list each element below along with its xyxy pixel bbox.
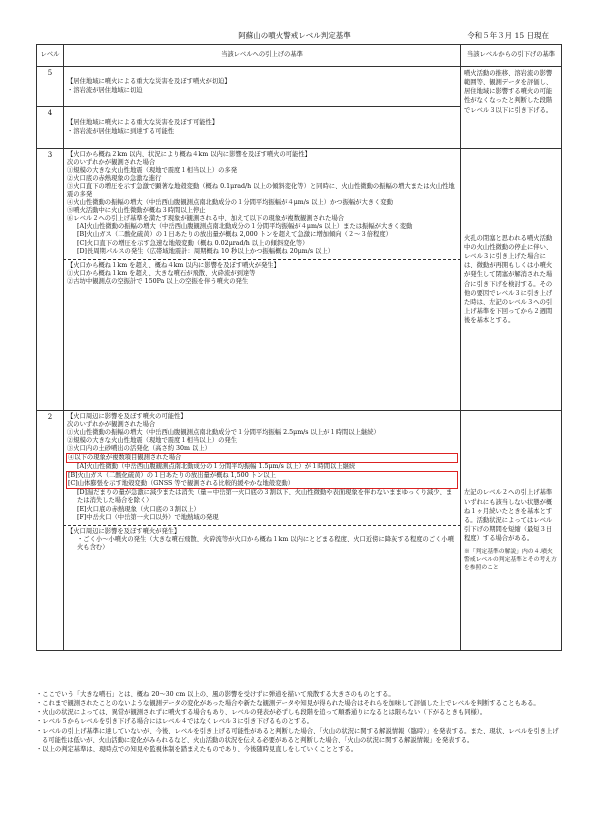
criteria-line: ①火口から概ね１km を超え、大きな噴石が飛散、火砕流が到達等 bbox=[67, 269, 256, 277]
document-title: 阿蘇山の噴火警戒レベル判定基準 bbox=[238, 31, 351, 40]
level-number: 3 bbox=[37, 149, 64, 411]
lowering-cell bbox=[461, 411, 562, 651]
lowering-text: 火孔の閉塞と思われる噴火活動中の火山性微動の停止に伴い、レベル３に引き上げた場合には、微動が再開もしくは小噴火が発生して閉塞が解消された場合に引き下げを検討する。その他の要因でレベル３に引き上げた時は、左記のレベル３への引上げ基準を下回ってから２週間後を基本とする。 bbox=[464, 234, 553, 324]
lowering-cell bbox=[461, 149, 562, 411]
criteria-line: 【居住地域に噴火による重大な災害を及ぼす可能性】 bbox=[67, 119, 219, 127]
criteria-line: ⑥レベル２への引上げ基準を満たす現象が観測される中、加えて以下の現象が複数観測された場合 bbox=[67, 215, 345, 223]
highlighted-criteria-subline bbox=[66, 471, 458, 489]
table-header-row bbox=[37, 45, 562, 67]
criteria-line: 次のいずれかが観測された場合 bbox=[67, 421, 156, 429]
criteria-line: ②規模の大きな火山性地震（現地で震度１相当以上）の発生 bbox=[67, 437, 238, 445]
header-lowering: 当該レベルからの引下げの基準 bbox=[461, 45, 562, 67]
criteria-line: 【火口から概ね２km 以内、状況により概ね４km 以内に影響を及ぼす噴火の可能性】 bbox=[67, 151, 311, 158]
table-row-level3 bbox=[37, 149, 562, 411]
criteria-line: 次のいずれかが観測された場合 bbox=[67, 159, 156, 167]
criteria-line: 【居住地域に噴火による重大な災害を及ぼす噴火が切迫】 bbox=[67, 78, 231, 86]
criteria-subline: [A]火山性微動の振幅の増大（中岳西山腹観測点南北動成分の１分間平均振幅が４μm/s 以上）または振幅が大きく変動 bbox=[77, 223, 413, 231]
criteria-line: ②火口底の赤熱現象の急激な進行 bbox=[67, 175, 162, 183]
criteria-cell bbox=[64, 411, 461, 651]
criteria-subline: [B]火山ガス（二酸化硫黄）の１日あたりの放出量が概ね 2,000 トンを超えて急激に増加傾向（２～３倍程度） bbox=[77, 231, 392, 239]
criteria-line: ・溶岩流が居住地域に切迫 bbox=[67, 86, 143, 94]
header-level: レベル bbox=[37, 45, 64, 67]
criteria-line: ④火山性微動の振幅の増大（中岳西山腹観測点南北動成分の１分間平均振幅が４μm/s 以上）かつ振幅が大きく変動 bbox=[67, 199, 393, 207]
criteria-line: ②古坊中観測点の空振計で 150Pa 以上の空振を伴う噴火の発生 bbox=[67, 277, 249, 285]
footnote-item: ・レベルの引上げ基準に達していないが、今後、レベルを引き上げる可能性があると判断した場合、「火山の状況に関する解説情報（臨時）」を発表する。また、現状、レベルを引き上げる可能性は低いが、火山活動に変化がみられるなど、火山活動の状況を伝える必要があると判断した場合、「火山の状況に関する解説情報」を発表する。 bbox=[36, 727, 559, 744]
criteria-line: 【火口から概ね１km を超え、概ね４km 以内に影響を及ぼす噴火が発生】 bbox=[67, 261, 280, 269]
level-number: 4 bbox=[37, 107, 64, 149]
criteria-subline: [D]湯だまりの量が急激に減少または消失（量＝中岳第一火口底の３割以下、火山性微動や表面現象を伴わないままゆっくり減少、または消失した場合を除く） bbox=[77, 489, 453, 505]
highlighted-criteria-line: ④以下の現象が複数項目観測された場合 bbox=[66, 453, 458, 463]
table-row-level2 bbox=[37, 411, 562, 651]
criteria-subline: [C]火口直下の増圧を示す急速な地殻変動（概ね 0.02μrad/h 以上の傾斜変化等） bbox=[77, 239, 309, 247]
criteria-line: ⑤噴火活動中に火山性微動が概ね３時間以上停止 bbox=[67, 207, 206, 215]
document-date: 令和５年３月 15 日現在 bbox=[467, 31, 549, 40]
reference-note: ※「判定基準の解説」内の４.噴火警戒レベルの判定基準とその考え方を参照のこと bbox=[464, 549, 557, 571]
dashed-divider bbox=[63, 259, 461, 260]
criteria-subline: [A]火山性微動（中岳西山腹観測点南北動成分の１分間平均振幅 1.5μm/s 以上）が１時間以上継続 bbox=[77, 463, 356, 471]
footnote-item: ・以上の判定基準は、現時点での知見や監視体制を踏まえたものであり、今後随時見直しをしていくこととする。 bbox=[36, 745, 358, 753]
criteria-table bbox=[36, 44, 562, 651]
criteria-line: 【火口周辺に影響を及ぼす噴火が発生】 bbox=[67, 527, 181, 535]
footnote-item: ・これまで観測されたことのないような観測データの変化があった場合や新たな観測データや知見が得られた場合はそれらを加味して評価した上でレベルを判断することもある。 bbox=[36, 700, 540, 708]
table-row-level5 bbox=[37, 67, 562, 107]
criteria-cell bbox=[64, 107, 461, 149]
criteria-subline: [F]中岳火口（中岳第一火口以外）で地熱域の発現 bbox=[77, 513, 219, 521]
criteria-line: ③火口内の土砂噴出の活発化（高さ約 30m 以上） bbox=[67, 445, 211, 453]
footnote-item: ・ここでいう「大きな噴石」とは、概ね 20～30 cm 以上の、風の影響を受けずに弾道を描いて飛散する大きさのものとする。 bbox=[36, 691, 395, 698]
criteria-line: ①火山性微動の振幅の増大（中岳西山腹観測点南北動成分で１分間平均振幅 2.5μm/s 以上が１時間以上継続） bbox=[67, 429, 380, 437]
dashed-divider bbox=[63, 525, 461, 526]
criteria-subline: [B]火山ガス（二酸化硫黄）の１日あたりの放出量が概ね 1,500 トン以上 bbox=[68, 472, 276, 480]
footnote-item: ・火山の状況によっては、異常が観測されずに噴火する場合もあり、レベルの発表が必ずしも段階を追って順番通りになるとは限らない（下がるときも同様）。 bbox=[36, 709, 487, 717]
criteria-line: ①規模の大きな火山性地震（現地で震度１相当以上）の多発 bbox=[67, 167, 238, 175]
criteria-subline: [D]長周期パルスの発生（広帯域地震計：周期概ね 10 秒以上かつ振幅概ね 20μm/s 以上） bbox=[77, 247, 335, 255]
criteria-line: 【火口周辺に影響を及ぼす噴火の可能性】 bbox=[67, 413, 187, 420]
lowering-cell: 噴火活動の推移、溶岩流の影響範囲等、観測データを評価し、居住地域に影響する噴火の可能性がなくなったと判断した段階でレベル３以下に引き下げる。 bbox=[461, 67, 562, 149]
criteria-line: ・ごく小～小噴火の発生（大きな噴石飛散、火砕流等が火口から概ね１km 以内にとどまる程度、火口近傍に降灰する程度のごく小噴火も含む） bbox=[77, 535, 455, 551]
criteria-cell bbox=[64, 67, 461, 107]
criteria-line: ③火口直下の増圧を示す急激で顕著な地殻変動（概ね 0.1μrad/h 以上の傾斜変化等）と同時に、火山性微動の振幅の増大または火山性地震の多発 bbox=[67, 183, 455, 199]
criteria-subline: [C]山体膨張を示す地殻変動（GNSS 等で観測される比較的緩やかな地殻変動） bbox=[68, 480, 294, 488]
footnotes bbox=[36, 690, 561, 754]
header-criteria: 当該レベルへの引上げの基準 bbox=[64, 45, 461, 67]
document-header bbox=[0, 30, 589, 42]
footnote-item: ・レベル５からレベルを引き下げる場合にはレベル４ではなくレベル３に引き下げるものとする。 bbox=[36, 718, 314, 726]
level-number: 2 bbox=[37, 411, 64, 651]
criteria-cell bbox=[64, 149, 461, 411]
criteria-subline: [E]火口底の赤熱現象（火口底の３割以上） bbox=[77, 505, 200, 513]
criteria-line: ・溶岩流が居住地域に到達する可能性 bbox=[67, 127, 175, 135]
level-number: 5 bbox=[37, 67, 64, 107]
lowering-text: 左記のレベル２への引上げ基準いずれにも該当しない状態が概ね１ヶ月続いたときを基本とする。活動状況によってはレベル引下げの期間を短縮（最短３日程度）する場合がある。 bbox=[464, 489, 553, 543]
